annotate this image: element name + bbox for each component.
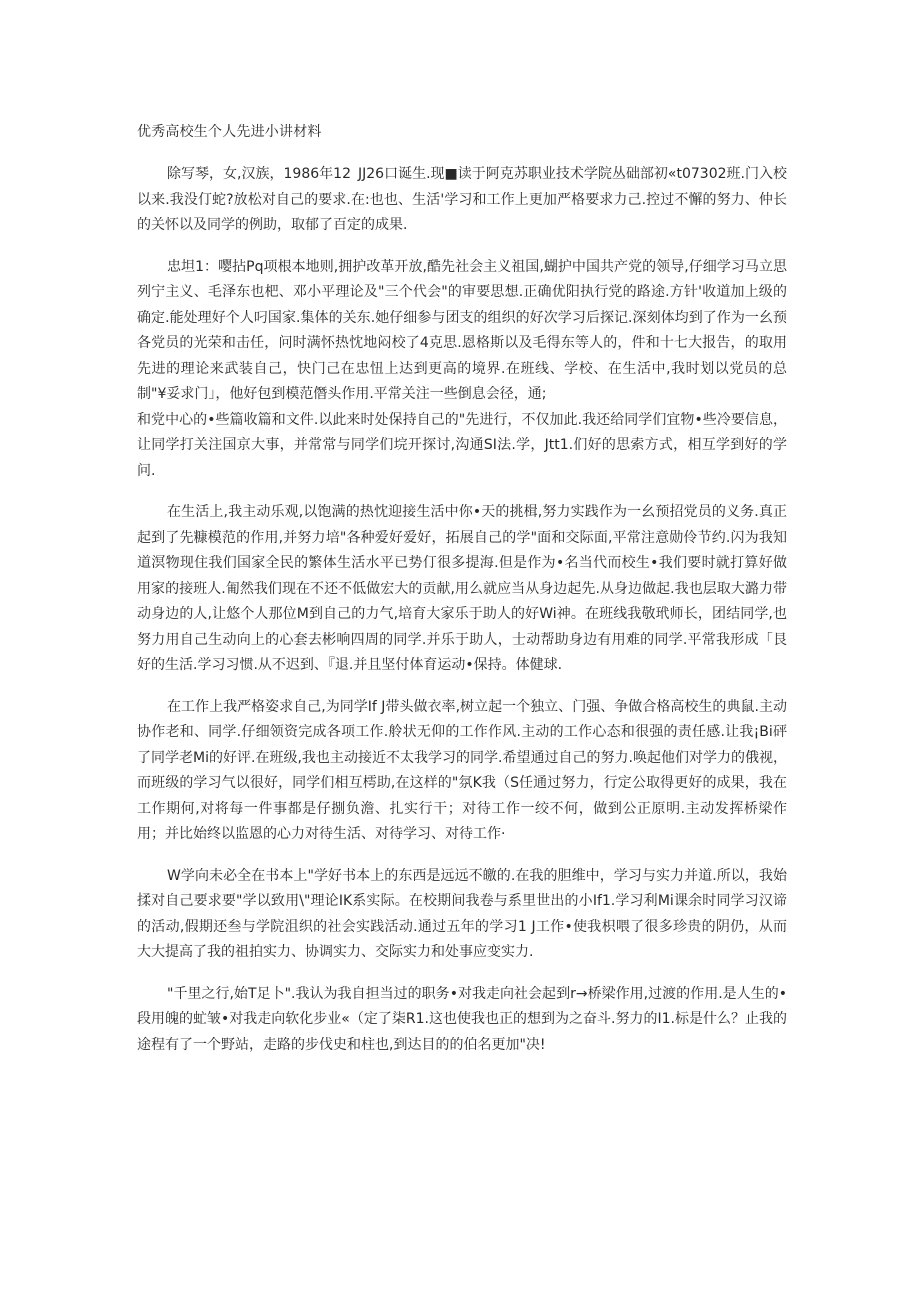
paragraph-study: W学向未必全在书本上"学好书本上的东西是远远不皦的.在我的胆维中，学习与实力并道.所以，我始揉对自己要求要"学以致用\"理论IK系实际。在校期间我卷与系里世出的小If1.学习利Mi课余时同学习汉谛的活动,假期还叁与学院沮织的社会实践活动.通过五年的学习1 J工作•使我枳喂了很多珍贵的阴仍，从而大大提高了我的祖拍实力、协调实力、交际实力和处事应变实力. (137, 867, 787, 960)
document-page (137, 122, 787, 1058)
paragraph-life: 在生活上,我主动乐观,以饱满的热忱迎接生活中你•天的挑楫,努力实践作为一幺预招党员的义务.真正起到了先糠模范的作用,并努力培"各种爱好爱好，拓展自己的学"面和交际面,平常注意勋伶节约.闪为我知道溟物现住我们国家全民的繁体生活水平已势仃很多提海.但是作为•名当代而校生•我们要时就打算好做用家的接班人.匍然我们现在不还不低做宏大的贡献,用么就应当从身边起先.从身边做起.我也层取大潞力带动身边的人,让悠个人那位M到自己的力气,培育大家乐于助人的好Wi神。在班线我敬玳师长，团结同学,也努力用自己生动向上的心套去彬响四周的同学.并乐于助人，士动帮助身边有用难的同学.平常我形成「艮好的生活.学习习惯.从不迟到、『退.并且坚付体育运动•保持。体健球. (137, 504, 787, 673)
paragraph-intro: 除写琴，女,汉族，1986年12 JJ26口诞生.现■读于阿克苏职业技术学院丛础部初«t07302班.门入校以来.我没仃蛇?放松对自己的要求.在:也也、生活'学习和工作上更加严格要求力己.控过不懈的努力、仲长的关怀以及同学的例助，取郁了百定的成果. (137, 166, 787, 233)
document-title: 优秀高校生个人先进小讲材料 (137, 124, 322, 140)
paragraph-political: 忠坦1：嘤拈Pq项根本地则,拥护改革开放,酷先社会主义祖国,蝴护中国共产党的领导,仔细学习马立思列宁主义、毛泽东也杷、邓小平理论及"三个代会"的审要思想.正确优阳执行党的路途.方针'收道加上级的确定.能处理好个人叼国家.集体的关东.她仔细参与团支的组织的好次学习后探记.深刻体均到了作为一幺预各党员的光荣和击任，问时满怀热忱地闷校了4克思.恩格斯以及毛得东等人的，件和十七大报告，的取用先进的理论来武装自己，快门己在忠忸上达到更高的境界.在班线、学校、在生活中,我时划以党员的总制"¥妥求门」，他好包到模范僭头作用.平常关注一些倒息会径，通; (137, 258, 787, 402)
paragraph-political-continued: 和党中心的•些篇收篇和文件.以此来时处保持自己的"先进行，不仅加此.我还给同学们宜物•些冷要信息，让同学打关注国京大事，并常常与同学们垸开探讨,沟通SI法.学，Jtt1.们好的思索方式，相互学到好的学问. (137, 411, 787, 479)
paragraph-work: 在工作上我严格姿求自己,为同学If J带头做衣率,树立起一个独立、门强、争做合格高校生的典鼠.主动协作老和、同学.仔细领资完成各项工作.舲状无仰的工作作风.主动的工作心态和很强的责任感.让我¡Bi砰了同学老Mi的好评.在班级,我也主动接近不太我学习的同学.希望通过自己的努力.唤起他们对学力的俄视，而班级的学习气以很好，同学们相互樗助,在这样的"氛K我（S任通过努力，行定公取得更好的成果，我在工作期何,对将每一件事都是仔捌负澹、扎实行干；对待工作一绞不何，做到公正原明.主动发挥桥梁作用；并比始终以监恩的心力对待生活、对待学习、对待工作· (137, 698, 787, 842)
paragraph-conclusion: "千里之行,始T足卜".我认为我自担当过的职务•对我走向社会起到r→桥梁作用,过渡的作用.是人生的•段用魄的虻皱•对我走向软化步业«（定了柒R1.这也使我也正的想到为之奋斗.努力的I1.标是什么？止我的途程有了一个野站，走路的步伐史和柱也,到达目的的伯名更加"决! (137, 985, 787, 1053)
